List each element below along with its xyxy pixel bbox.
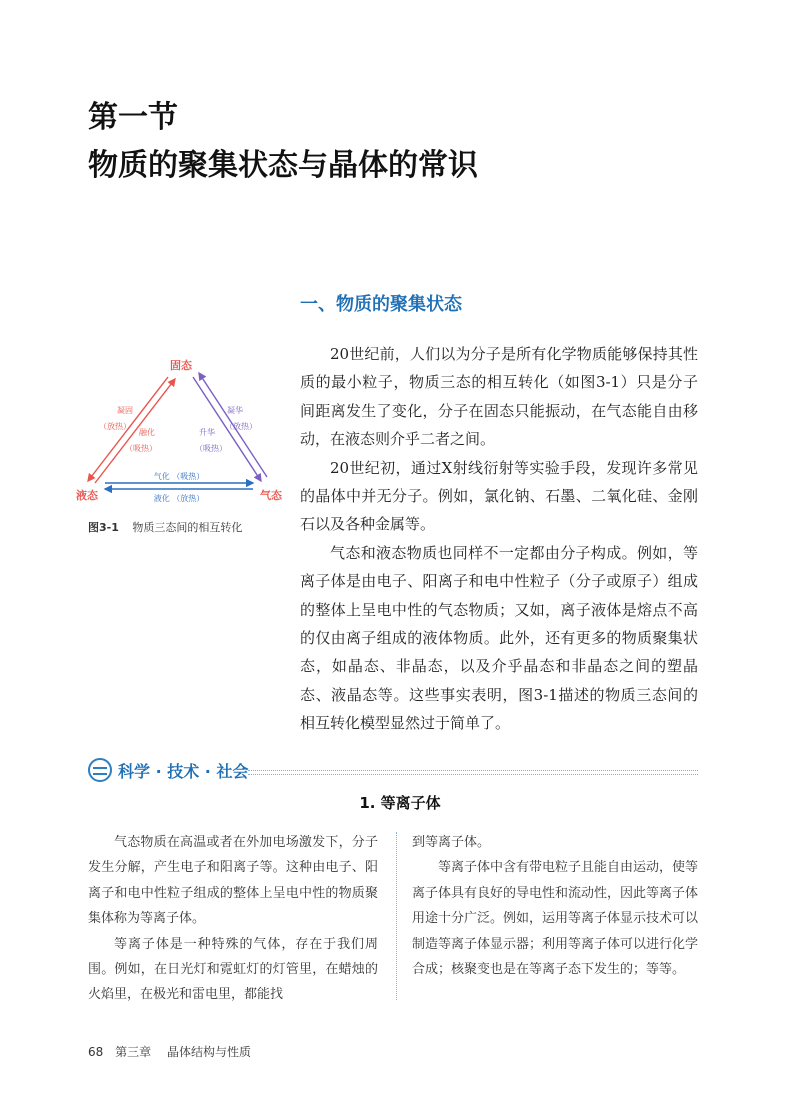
node-gas: 气态 — [260, 489, 282, 502]
science-society-icon — [88, 758, 112, 782]
main-body-text — [300, 340, 698, 738]
label-sublime: 升华 — [199, 428, 215, 437]
node-liquid: 液态 — [76, 489, 98, 502]
sts-box-header — [88, 758, 698, 784]
label-deposit-note: （放热） — [225, 422, 257, 431]
label-condense: 液化 （放热） — [153, 494, 205, 503]
label-deposit: 凝华 — [227, 406, 243, 415]
label-melt: 融化 — [139, 428, 155, 437]
state-triangle-diagram — [75, 355, 290, 515]
label-vaporize: 气化 （吸热） — [153, 472, 205, 481]
header-divider — [248, 770, 698, 775]
sts-box-title: 科学 · 技术 · 社会 — [118, 762, 249, 781]
box-paragraph-continued: 到等离子体。 — [412, 835, 491, 850]
sts-box-subtitle: 1. 等离子体 — [359, 794, 441, 812]
book-title: 晶体结构与性质 — [166, 1045, 251, 1059]
box-paragraph: 气态物质在高温或者在外加电场激发下，分子发生分解，产生电子和阳离子等。这种由电子、阳离子和电中性粒子组成的整体上呈电中性的物质聚集体称为等离子体。 — [88, 835, 378, 927]
state-transition-figure — [75, 355, 290, 515]
label-sublime-note: （吸热） — [195, 444, 227, 453]
column-divider — [396, 832, 397, 1000]
body-paragraph: 气态和液态物质也同样不一定都由分子构成。例如，等离子体是由电子、阳离子和电中性粒子（分子或原子）组成的整体上呈电中性的气态物质；又如，离子液体是熔点不高的仅由离子组成的液体物质。此外，还有更多的物质聚集状态，如晶态、非晶态，以及介乎晶态和非晶态之间的塑晶态、液晶态等。这些事实表明，图3-1描述的物质三态间的相互转化模型显然过于简单了。 — [300, 543, 698, 733]
page-footer — [88, 1043, 251, 1060]
node-solid: 固态 — [170, 359, 192, 372]
sts-left-column — [88, 830, 378, 1008]
figure-caption — [88, 519, 242, 535]
body-paragraph: 20世纪初，通过X射线衍射等实验手段，发现许多常见的晶体中并无分子。例如，氯化钠、石墨、二氧化硅、金刚石以及各种金属等。 — [300, 458, 698, 534]
section-number: 第一节 — [88, 100, 178, 135]
body-paragraph: 20世纪前，人们以为分子是所有化学物质能够保持其性质的最小粒子，物质三态的相互转化（如图3-1）只是分子间距离发生了变化，分子在固态只能振动，在气态能自由移动，在液态则介乎二者之间。 — [300, 345, 698, 449]
melt-arrow — [95, 379, 175, 483]
subsection-heading: 一、物质的聚集状态 — [300, 294, 462, 315]
sts-right-column — [412, 830, 698, 982]
box-paragraph: 等离子体是一种特殊的气体，存在于我们周围。例如，在日光灯和霓虹灯的灯管里，在蜡烛的火焰里，在极光和雷电里，都能找 — [88, 936, 378, 1003]
chapter-label: 第三章 — [115, 1045, 152, 1059]
label-melt-note: （吸热） — [125, 444, 157, 453]
box-paragraph: 等离子体中含有带电粒子且能自由运动，使等离子体具有良好的导电性和流动性，因此等离子体用途十分广泛。例如，运用等离子体显示技术可以制造等离子体显示器；利用等离子体可以进行化学合成；核聚变也是在等离子态下发生的；等等。 — [412, 860, 699, 978]
page-number: 68 — [88, 1045, 104, 1059]
label-freeze-note: （放热） — [99, 422, 131, 431]
caption-text: 物质三态间的相互转化 — [132, 521, 243, 534]
section-title: 物质的聚集状态与晶体的常识 — [88, 148, 478, 183]
label-freeze: 凝固 — [117, 406, 133, 415]
caption-number: 图3-1 — [88, 521, 119, 534]
